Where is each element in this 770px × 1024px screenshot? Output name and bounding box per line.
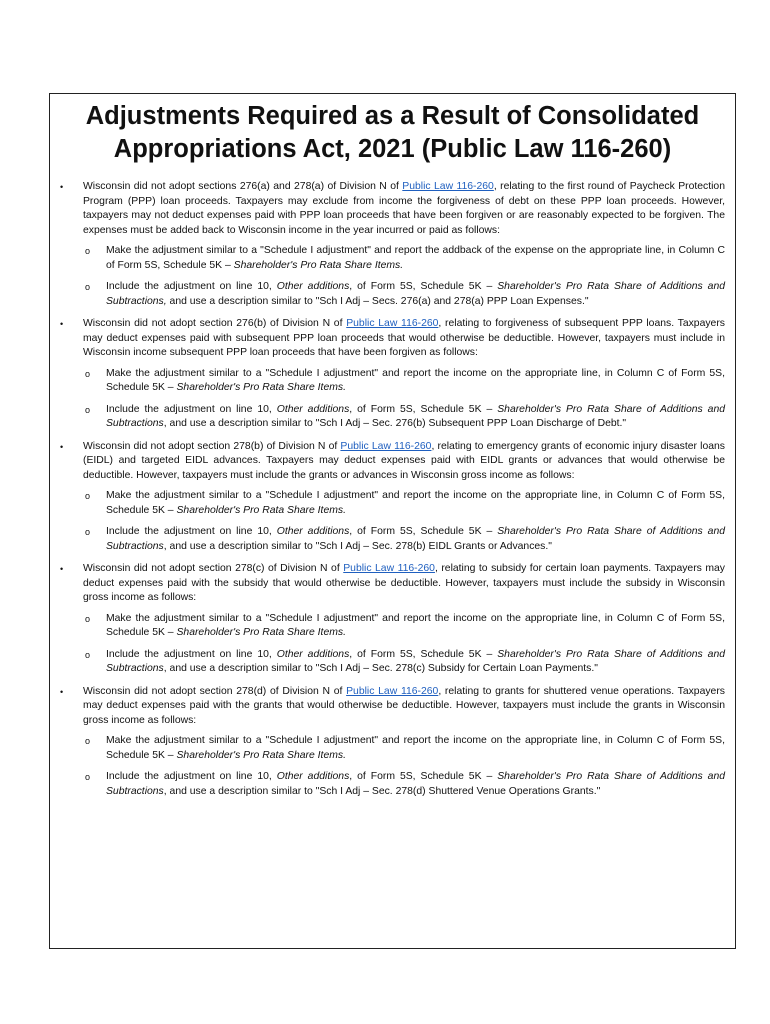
- item-paragraph: [83, 562, 725, 606]
- item-paragraph: [83, 685, 725, 729]
- sub-item: [83, 525, 725, 554]
- sub-list: [83, 489, 725, 554]
- item-text: , relating to subsidy for certain loan payments. Taxpayers may deduct expenses paid with the subsidy that would otherwise be deductible. However, taxpayers must include the subsidy in Wisconsin gross income as follows:: [83, 563, 725, 603]
- item-text: , relating to forgiveness of subsequent PPP loans. Taxpayers may deduct expenses paid with subsequent PPP loan proceeds that would otherwise be deductible. However, taxpayers must include in Wisconsin income subsequent PPP loan proceeds that have been forgiven as follows:: [83, 318, 725, 358]
- sub-text: , and use a description similar to "Sch I Adj – Sec. 278(b) EIDL Grants or Advances.": [163, 540, 552, 552]
- sub-paragraph: [106, 612, 725, 641]
- sub-italic: Other additions: [276, 771, 350, 782]
- sub-text: , of Form 5S, Schedule 5K –: [349, 403, 498, 415]
- sub-text: Make the adjustment similar to a "Schedule I adjustment" and report the income on the appropriate line, in Column C of Form 5S, Schedule 5K –: [106, 490, 725, 516]
- sub-item: [83, 244, 725, 273]
- sub-paragraph: [106, 489, 725, 518]
- item-text: Wisconsin did not adopt section 278(c) of Division N of: [83, 563, 344, 574]
- sub-list: [83, 734, 725, 799]
- item-paragraph: [83, 317, 725, 361]
- public-law-link[interactable]: Public Law 116-260: [346, 685, 439, 697]
- sub-italic: Shareholder's Pro Rata Share of Additions and Subtractions,: [106, 281, 726, 307]
- list-item: [60, 562, 725, 677]
- sub-italic: Other additions: [276, 648, 350, 660]
- sub-text: , of Form 5S, Schedule 5K –: [349, 648, 498, 660]
- sub-marker: o: [85, 736, 91, 746]
- sub-text: Include the adjustment on line 10,: [106, 281, 277, 292]
- item-paragraph: [83, 440, 725, 484]
- sub-marker: o: [85, 404, 91, 415]
- sub-text: and use a description similar to "Sch I Adj – Secs. 276(a) and 278(a) PPP Loan Expenses.": [166, 295, 589, 307]
- sub-text: Include the adjustment on line 10,: [106, 403, 277, 415]
- sub-marker: o: [85, 368, 91, 379]
- sub-italic: Shareholder's Pro Rata Share Items.: [176, 749, 346, 761]
- adjustment-list: [60, 180, 725, 799]
- sub-text: , and use a description similar to "Sch I Adj – Sec. 278(c) Subsidy for Certain Loan Payments.": [163, 663, 598, 674]
- sub-text: , and use a description similar to "Sch I Adj – Sec. 278(d) Shuttered Venue Operations Grants.": [163, 785, 601, 797]
- item-text: Wisconsin did not adopt section 276(b) of Division N of: [83, 318, 347, 329]
- sub-text: , of Form 5S, Schedule 5K –: [349, 281, 498, 292]
- sub-marker: o: [85, 282, 91, 292]
- sub-text: , and use a description similar to "Sch I Adj – Sec. 276(b) Subsequent PPP Loan Discharge of Debt.": [163, 418, 627, 429]
- sub-list: [83, 612, 725, 677]
- bullet-marker: •: [60, 182, 64, 192]
- public-law-link[interactable]: Public Law 116-260: [343, 563, 435, 574]
- item-text: Wisconsin did not adopt section 278(d) of Division N of: [83, 685, 347, 697]
- sub-text: , of Form 5S, Schedule 5K –: [349, 771, 498, 782]
- sub-marker: o: [85, 613, 91, 624]
- sub-text: Make the adjustment similar to a "Schedule I adjustment" and report the income on the appropriate line, in Column C of Form 5S, Schedule 5K –: [106, 612, 725, 638]
- sub-italic: Shareholder's Pro Rata Share of Additions and Subtractions: [106, 648, 726, 674]
- sub-text: Include the adjustment on line 10,: [106, 771, 277, 782]
- item-text: Wisconsin did not adopt sections 276(a) and 278(a) of Division N of: [83, 181, 403, 192]
- public-law-link[interactable]: Public Law 116-260: [346, 318, 439, 329]
- sub-paragraph: [106, 734, 725, 763]
- sub-list: [83, 367, 725, 432]
- item-text: , relating to the first round of Paycheck Protection Program (PPP) loan proceeds. Taxpayers may exclude from income the forgiveness of debt on these PPP loan proceeds. However, taxpayers may not deduct expenses paid with PPP loan proceeds that have been forgiven or are reasonably expected to be forgiven. The expenses must be added back to Wisconsin income in the year incurred or paid as follows:: [83, 181, 725, 236]
- sub-text: Make the adjustment similar to a "Schedule I adjustment" and report the income on the appropriate line, in Column C of Form 5S, Schedule 5K –: [106, 367, 725, 393]
- sub-italic: Other additions: [276, 281, 350, 292]
- sub-italic: Shareholder's Pro Rata Share Items.: [176, 504, 346, 516]
- sub-item: [83, 489, 725, 518]
- public-law-link[interactable]: Public Law 116-260: [402, 181, 494, 192]
- page-title: [60, 100, 725, 166]
- sub-text: Make the adjustment similar to a "Schedule I adjustment" and report the income on the appropriate line, in Column C of Form 5S, Schedule 5K –: [106, 735, 725, 761]
- sub-item: [83, 734, 725, 763]
- sub-marker: o: [85, 649, 91, 660]
- sub-italic: Shareholder's Pro Rata Share of Additions and Subtractions: [106, 771, 726, 797]
- list-item: [60, 317, 725, 432]
- sub-italic: Shareholder's Pro Rata Share Items.: [176, 382, 346, 393]
- sub-paragraph: [106, 403, 725, 432]
- sub-text: Make the adjustment similar to a "Schedule I adjustment" and report the addback of the expense on the appropriate line, in Column C of Form 5S, Schedule 5K –: [106, 245, 725, 271]
- sub-list: [83, 244, 725, 309]
- sub-italic: Shareholder's Pro Rata Share Items.: [176, 627, 346, 638]
- bullet-marker: •: [60, 319, 64, 329]
- public-law-link[interactable]: Public Law 116-260: [340, 440, 432, 452]
- sub-italic: Shareholder's Pro Rata Share Items.: [233, 259, 404, 271]
- sub-paragraph: [106, 367, 725, 396]
- document-page: [49, 93, 736, 949]
- sub-marker: o: [85, 246, 91, 256]
- sub-italic: Shareholder's Pro Rata Share of Additions and Subtractions: [106, 403, 726, 429]
- sub-marker: o: [85, 527, 91, 537]
- sub-text: Include the adjustment on line 10,: [106, 526, 277, 537]
- sub-italic: Shareholder's Pro Rata Share of Additions and Subtractions: [106, 526, 726, 552]
- sub-item: [83, 367, 725, 396]
- sub-paragraph: [106, 648, 725, 677]
- sub-paragraph: [106, 244, 725, 273]
- sub-italic: Other additions: [276, 403, 350, 415]
- sub-marker: o: [85, 772, 91, 782]
- bullet-marker: •: [60, 441, 64, 452]
- item-text: Wisconsin did not adopt section 278(b) of Division N of: [83, 440, 341, 452]
- list-item: [60, 440, 725, 555]
- bullet-marker: •: [60, 686, 64, 697]
- sub-text: Include the adjustment on line 10,: [106, 648, 277, 660]
- sub-paragraph: [106, 525, 725, 554]
- sub-text: , of Form 5S, Schedule 5K –: [349, 526, 498, 537]
- item-text: , relating to grants for shuttered venue operations. Taxpayers may deduct expenses paid with the grants that would otherwise be deductible. However, taxpayers must include the grants in Wisconsin gross income as follows:: [83, 685, 725, 726]
- sub-item: [83, 612, 725, 641]
- sub-item: [83, 403, 725, 432]
- title-line-2: Appropriations Act, 2021 (Public Law 116-260): [113, 135, 672, 163]
- item-text: , relating to emergency grants of economic injury disaster loans (EIDL) and targeted EIDL advances. Taxpayers may deduct expenses paid with EIDL grants or advances that would otherwise be deductible. However, taxpayers must include the grants or advances in Wisconsin gross income as follows:: [83, 440, 725, 481]
- sub-paragraph: [106, 770, 725, 799]
- sub-item: [83, 648, 725, 677]
- bullet-marker: •: [60, 564, 64, 574]
- list-item: [60, 685, 725, 800]
- item-paragraph: [83, 180, 725, 238]
- list-item: [60, 180, 725, 309]
- sub-item: [83, 280, 725, 309]
- title-line-1: Adjustments Required as a Result of Consolidated: [85, 102, 700, 130]
- sub-marker: o: [85, 491, 91, 501]
- sub-italic: Other additions: [276, 526, 350, 537]
- sub-item: [83, 770, 725, 799]
- sub-paragraph: [106, 280, 725, 309]
